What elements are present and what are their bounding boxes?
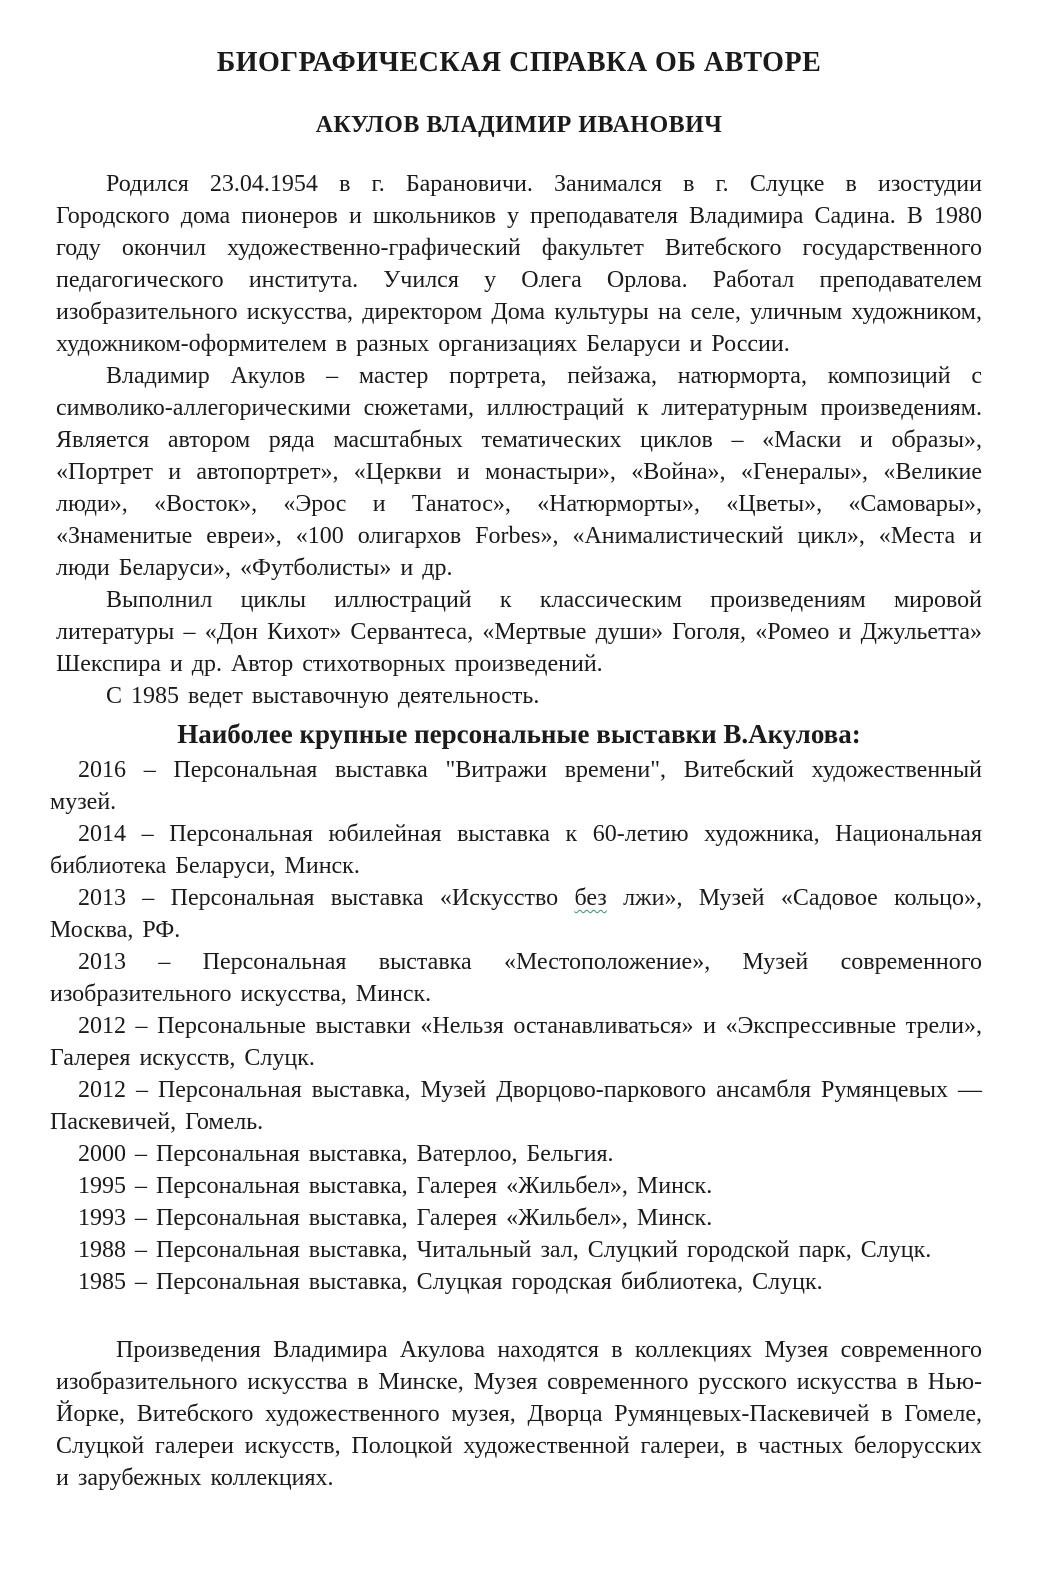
exhibitions-list bbox=[50, 754, 982, 1298]
page-title: БИОГРАФИЧЕСКАЯ СПРАВКА ОБ АВТОРЕ bbox=[216, 47, 822, 78]
exhibition-item: 2000 – Персональная выставка, Ватерлоо, Бельгия. bbox=[78, 1141, 614, 1167]
exhibition-item: 1995 – Персональная выставка, Галерея «Жильбел», Минск. bbox=[78, 1173, 713, 1199]
collections-section bbox=[56, 1334, 982, 1494]
bio-paragraph-themes: Владимир Акулов – мастер портрета, пейзажа, натюрморта, композиций с символико-аллегорическими сюжетами, иллюстраций к литературным произведениям. Является автором ряда масштабных тематических циклов – «Маски и образы», «Портрет и автопортрет», «Церкви и монастыри», «Война», «Генералы», «Великие люди», «Восток», «Эрос и Танатос», «Натюрморты», «Цветы», «Самовары», «Знаменитые евреи», «100 олигархов Forbes», «Анималистический цикл», «Места и люди Беларуси», «Футболисты» и др. bbox=[56, 363, 982, 581]
exhibitions-heading: Наиболее крупные персональные выставки В.Акулова: bbox=[177, 719, 861, 749]
exhibition-item: 2012 – Персональные выставки «Нельзя останавливаться» и «Экспрессивные трели», Галерея искусств, Слуцк. bbox=[50, 1013, 982, 1071]
exhibition-item: 2013 – Персональная выставка «Местоположение», Музей современного изобразительного искусства, Минск. bbox=[50, 949, 982, 1007]
closing-paragraph: Произведения Владимира Акулова находятся в коллекциях Музея современного изобразительного искусства в Минске, Музея современного русского искусства в Нью-Йорке, Витебского художественного музея, Дворца Румянцевых-Паскевичей в Гомеле, Слуцкой галереи искусств, Полоцкой художественной галереи, в частных белорусских и зарубежных коллекциях. bbox=[56, 1337, 982, 1491]
exhibition-item-text: лжи», Музей «Садовое кольцо», Москва, РФ. bbox=[50, 885, 982, 943]
exhibition-item: 1988 – Персональная выставка, Читальный зал, Слуцкий городской парк, Слуцк. bbox=[78, 1237, 932, 1263]
bio-paragraph-exhibiting-since: С 1985 ведет выставочную деятельность. bbox=[106, 683, 540, 709]
exhibition-item: 2014 – Персональная юбилейная выставка к 60-летию художника, Национальная библиотека Беларуси, Минск. bbox=[50, 821, 982, 879]
exhibition-item-text: 2013 – Персональная выставка «Искусство bbox=[78, 885, 575, 911]
spellcheck-underline: без bbox=[574, 885, 607, 911]
bio-paragraph-birth: Родился 23.04.1954 в г. Барановичи. Занимался в г. Слуцке в изостудии Городского дома пионеров и школьников у преподавателя Владимира Садина. В 1980 году окончил художественно-графический факультет Витебского государственного педагогического института. Учился у Олега Орлова. Работал преподавателем изобразительного искусства, директором Дома культуры на селе, уличным художником, художником-оформителем в разных организациях Беларуси и России. bbox=[56, 171, 982, 357]
author-name-heading: АКУЛОВ ВЛАДИМИР ИВАНОВИЧ bbox=[315, 112, 723, 138]
biography-section bbox=[56, 168, 982, 712]
exhibition-item: 1985 – Персональная выставка, Слуцкая городская библиотека, Слуцк. bbox=[78, 1269, 823, 1295]
exhibition-item bbox=[50, 882, 982, 946]
exhibition-item: 2012 – Персональная выставка, Музей Дворцово-паркового ансамбля Румянцевых — Паскевичей, Гомель. bbox=[50, 1077, 982, 1135]
exhibition-item: 2016 – Персональная выставка "Витражи времени", Витебский художественный музей. bbox=[50, 757, 982, 815]
exhibition-item: 1993 – Персональная выставка, Галерея «Жильбел», Минск. bbox=[78, 1205, 713, 1231]
bio-paragraph-illustrations: Выполнил циклы иллюстраций к классическим произведениям мировой литературы – «Дон Кихот» Сервантеса, «Мертвые души» Гоголя, «Ромео и Джульетта» Шекспира и др. Автор стихотворных произведений. bbox=[56, 587, 982, 677]
